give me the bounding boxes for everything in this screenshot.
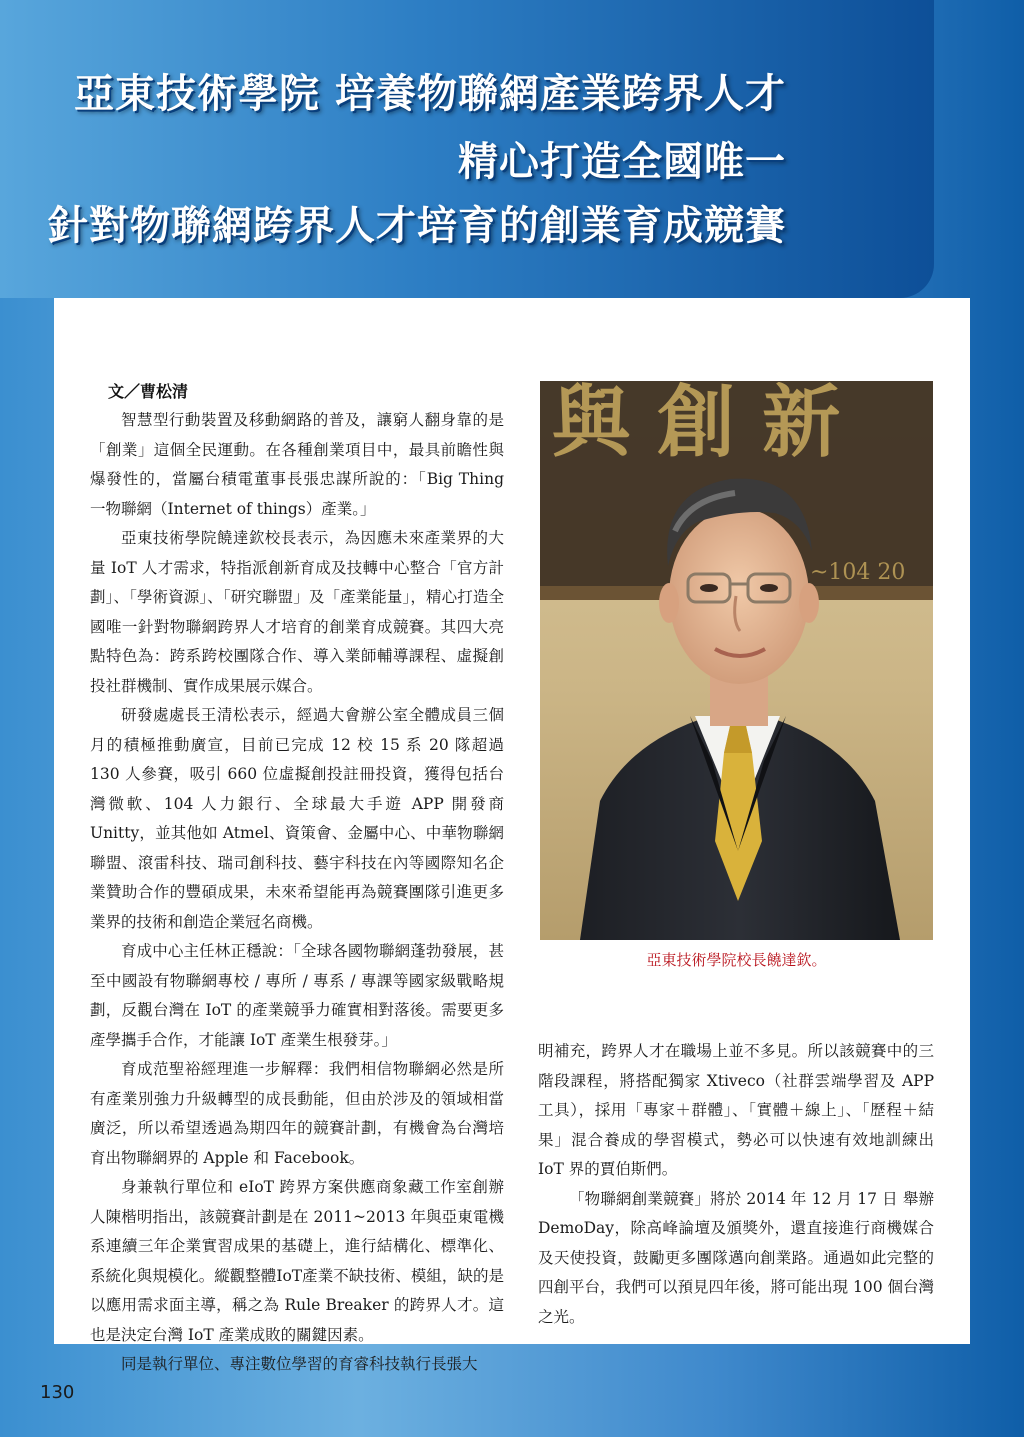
paragraph: 亞東技術學院饒達欽校長表示，為因應未來產業界的大量 IoT 人才需求，特指派創新育成及技轉中心整合「官方計劃」、「學術資源」、「研究聯盟」及「產業能量」，精心打造全國唯一針對物聯網跨界人才培育的創業育成競賽。其四大亮點特色為：跨系跨校團隊合作、導入業師輔導課程、虛擬創投社群機制、實作成果展示媒合。 (90, 529, 504, 695)
plaque-text: 與 創 新 (552, 381, 841, 468)
article-left-column (90, 406, 504, 1380)
plaque-date-text: ~104 20 (810, 560, 906, 585)
author-byline: 文／曹松清 (108, 382, 189, 401)
paragraph: 研發處處長王清松表示，經過大會辦公室全體成員三個月的積極推動廣宣，目前已完成 12 校 15 系 20 隊超過 130 人參賽，吸引 660 位虛擬創投註冊投資，獲得包括台灣微軟、104 人力銀行、全球最大手遊 APP 開發商 Unitty，並其他如 Atmel、資策會、金屬中心、中華物聯網聯盟、滾雷科技、瑞司創科技、藝宇科技在內等國際知名企業贊助合作的豐碩成果，未來希望能再為競賽團隊引進更多業界的技術和創造企業冠名商機。 (90, 706, 504, 931)
page-number: 130 (40, 1382, 75, 1403)
photo-caption: 亞東技術學院校長饒達欽。 (646, 951, 827, 969)
paragraph: 身兼執行單位和 eIoT 跨界方案供應商象藏工作室創辦人陳楷明指出，該競賽計劃是在 2011~2013 年與亞東電機系連續三年企業實習成果的基礎上，進行結構化、標準化、系統化與規模化。縱觀整體IoT產業不缺技術、模組，缺的是以應用需求面主導，稱之為 Rule Breaker 的跨界人才。這也是決定台灣 IoT 產業成敗的關鍵因素。 (90, 1178, 504, 1344)
headline-line-2: 精心打造全國唯一 (458, 138, 786, 185)
headline-line-3: 針對物聯網跨界人才培育的創業育成競賽 (48, 202, 786, 249)
headline-line-1: 亞東技術學院 培養物聯網產業跨界人才 (74, 70, 786, 117)
paragraph: 智慧型行動裝置及移動網路的普及，讓窮人翻身靠的是「創業」這個全民運動。在各種創業項目中，最具前瞻性與爆發性的，當屬台積電董事長張忠謀所說的：「Big Thing 一物聯網（Internet of things）產業。」 (90, 411, 504, 518)
paragraph: 同是執行單位、專注數位學習的育睿科技執行長張大 (121, 1355, 478, 1373)
paragraph: 「物聯網創業競賽」將於 2014 年 12 月 17 日 舉辦 DemoDay，除高峰論壇及頒獎外，還直接進行商機媒合及天使投資，鼓勵更多團隊邁向創業路。通過如此完整的四創平台，我們可以預見四年後，將可能出現 100 個台灣之光。 (538, 1189, 934, 1326)
paragraph: 明補充，跨界人才在職場上並不多見。所以該競賽中的三階段課程，將搭配獨家 Xtiveco（社群雲端學習及 APP 工具），採用「專家＋群體」、「實體＋線上」、「歷程＋結果」混合養成的學習模式，勢必可以快速有效地訓練出 IoT 界的賈伯斯們。 (538, 1042, 934, 1178)
title-banner (0, 0, 934, 298)
paragraph: 育成中心主任林正穩說：「全球各國物聯網蓬勃發展，甚至中國設有物聯網專校 / 專所 / 專系 / 專課等國家級戰略規劃，反觀台灣在 IoT 的產業競爭力確實相對落後。需要更多產學攜手合作，才能讓 IoT 產業生根發芽。」 (90, 942, 504, 1049)
paragraph: 育成范聖裕經理進一步解釋：我們相信物聯網必然是所有產業別強力升級轉型的成長動能，但由於涉及的領域相當廣泛，所以希望透過為期四年的競賽計劃，有機會為台灣培育出物聯網界的 Apple 和 Facebook。 (90, 1060, 504, 1167)
portrait-photo (540, 381, 933, 940)
article-right-column (538, 1037, 934, 1332)
